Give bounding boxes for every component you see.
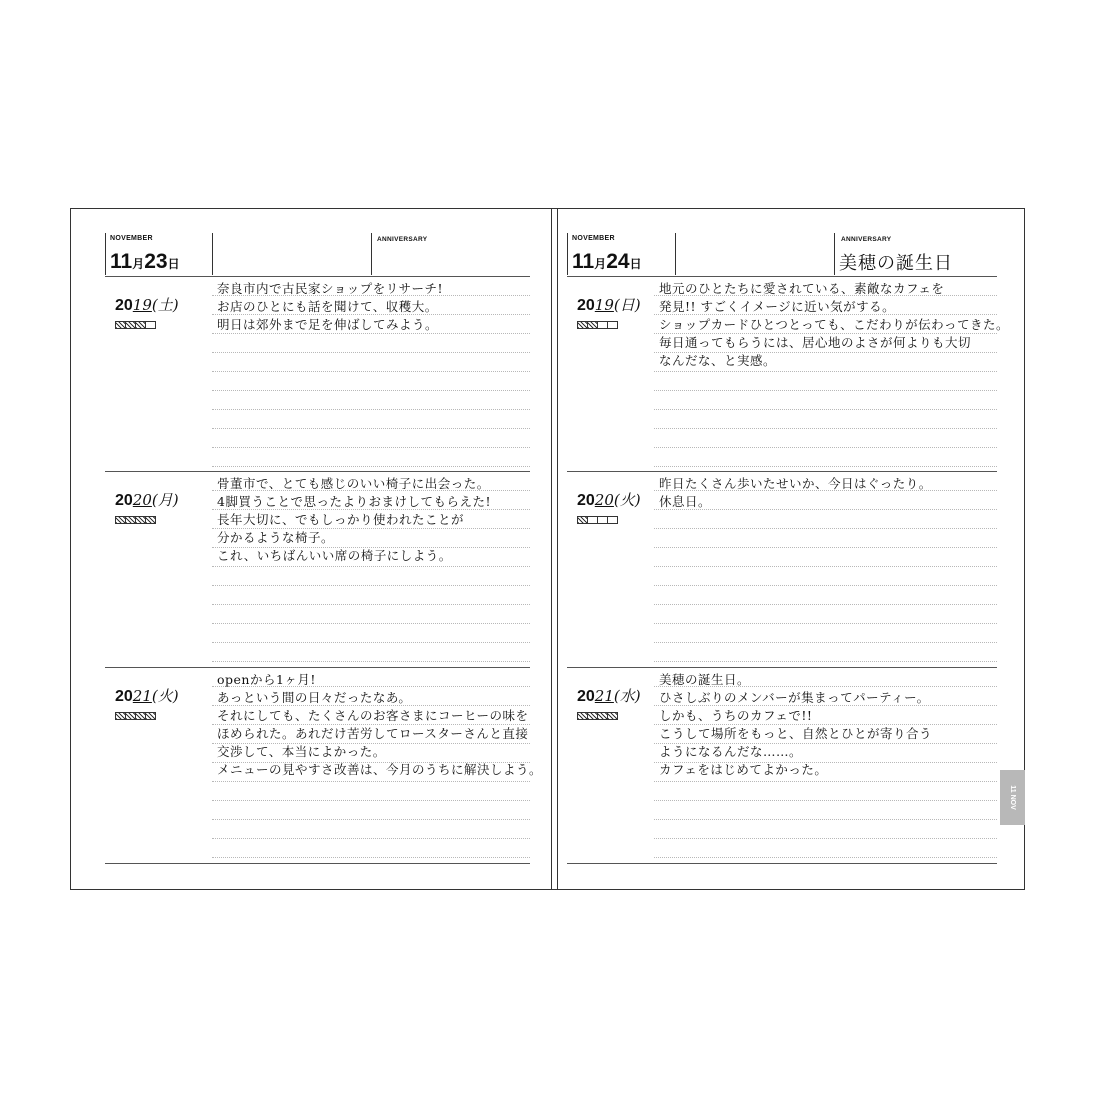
note-line: こうして場所をもっと、自然とひとが寄り合う	[659, 726, 933, 741]
month-label: NOVEMBER	[572, 235, 615, 242]
entry-note[interactable]	[659, 280, 1009, 370]
weather-boxes[interactable]	[577, 321, 617, 329]
note-line: ひさしぶりのメンバーが集まってパーティー。	[659, 690, 930, 705]
note-line: なんだな、と実感。	[659, 353, 777, 368]
note-line: ショップカードひとつとっても、こだわりが伝わってきた。	[659, 317, 1010, 332]
date-header	[567, 233, 997, 275]
date-label: 11月24日	[572, 250, 642, 273]
weather-boxes[interactable]	[115, 321, 155, 329]
weather-boxes[interactable]	[115, 712, 155, 720]
entry-3	[567, 667, 997, 863]
entry-3	[105, 667, 543, 863]
note-line: しかも、うちのカフェで!!	[659, 708, 813, 723]
anniversary-label: ANNIVERSARY	[377, 236, 428, 243]
note-line: それにしても、たくさんのお客さまにコーヒーの味を	[217, 708, 529, 723]
note-line: 美穂の誕生日。	[659, 672, 751, 687]
weather-boxes[interactable]	[115, 516, 155, 524]
month-index-tab[interactable]: 11 NOV	[1000, 770, 1025, 825]
date-label: 11月23日	[110, 250, 180, 273]
note-line: ほめられた。あれだけ苦労してロースターさんと直接	[217, 726, 529, 741]
year-label: 2020(火)	[577, 491, 641, 509]
note-line: お店のひとにも話を聞けて、収穫大。	[217, 299, 438, 314]
entry-note[interactable]	[659, 671, 932, 779]
note-line: メニューの見やすさ改善は、今月のうちに解決しよう。	[217, 762, 543, 777]
anniversary-text: 美穂の誕生日	[839, 253, 953, 274]
year-label: 2021(水)	[577, 687, 641, 705]
note-line: 発見!! すごくイメージに近い気がする。	[659, 299, 896, 314]
note-line: openから1ヶ月!	[217, 672, 316, 687]
weather-boxes[interactable]	[577, 516, 617, 524]
entry-note[interactable]	[217, 671, 542, 779]
right-page	[559, 209, 1024, 889]
anniversary-label: ANNIVERSARY	[841, 236, 892, 243]
year-label: 2019(土)	[115, 296, 179, 314]
entry-1	[105, 276, 530, 472]
note-line: 長年大切に、でもしっかり使われたことが	[217, 512, 465, 527]
note-line: ようになるんだな……。	[659, 744, 803, 759]
note-line: カフェをはじめてよかった。	[659, 762, 828, 777]
year-label: 2021(火)	[115, 687, 179, 705]
note-line: 分かるような椅子。	[217, 530, 335, 545]
left-page	[71, 209, 551, 889]
diary-spread	[70, 208, 1025, 890]
entry-note[interactable]	[659, 475, 932, 511]
entry-note[interactable]	[217, 475, 491, 565]
date-header	[105, 233, 530, 275]
month-label: NOVEMBER	[110, 235, 153, 242]
note-line: これ、いちばんいい席の椅子にしよう。	[217, 548, 452, 563]
year-label: 2019(日)	[577, 296, 641, 314]
entry-1	[567, 276, 1010, 472]
note-line: 地元のひとたちに愛されている、素敵なカフェを	[659, 281, 945, 296]
year-label: 2020(月)	[115, 491, 179, 509]
note-line: 4脚買うことで思ったよりおまけしてもらえた!	[217, 494, 491, 509]
note-line: 明日は郊外まで足を伸ばしてみよう。	[217, 317, 439, 332]
entry-2	[105, 471, 530, 667]
note-line: 休息日。	[659, 494, 712, 509]
note-line: 交渉して、本当によかった。	[217, 744, 386, 759]
note-line: 骨董市で、とても感じのいい椅子に出会った。	[217, 476, 490, 491]
gutter-line	[557, 209, 558, 889]
note-line: 毎日通ってもらうには、居心地のよさが何よりも大切	[659, 335, 972, 350]
entry-note[interactable]	[217, 280, 443, 334]
weather-boxes[interactable]	[577, 712, 617, 720]
note-line: 奈良市内で古民家ショップをリサーチ!	[217, 281, 444, 296]
entry-2	[567, 471, 997, 667]
note-line: 昨日たくさん歩いたせいか、今日はぐったり。	[659, 476, 932, 491]
gutter-line	[551, 209, 552, 889]
note-line: あっという間の日々だったなあ。	[217, 690, 412, 705]
